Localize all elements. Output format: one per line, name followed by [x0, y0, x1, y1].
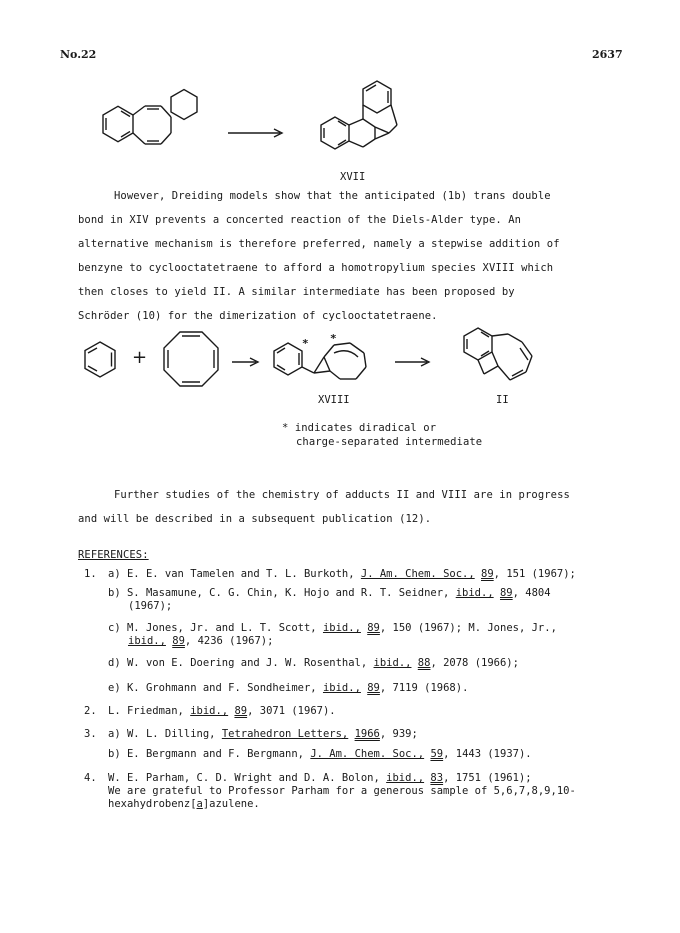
reference-1c: c) M. Jones, Jr. and L. T. Scott, ibid., 89, 150 (1967); M. Jones, Jr.,: [108, 622, 557, 634]
reference-4-note: We are grateful to Professor Parham for a generous sample of 5,6,7,8,9,10-: [108, 785, 576, 797]
paragraph-line: benzyne to cyclooctatetraene to afford a homotropylium species XVIII which: [78, 262, 554, 274]
paragraph-line: Schröder (10) for the dimerization of cyclooctatetraene.: [78, 310, 438, 322]
ref-number: 1.: [84, 568, 97, 580]
benzyne-structure: [78, 337, 128, 387]
ref-number: 4.: [84, 772, 97, 784]
journal-issue: No.22: [60, 48, 97, 61]
product-ii-structure: [448, 322, 558, 398]
scheme1-reactant-structure: [95, 90, 215, 170]
reference-1b: b) S. Masamune, C. G. Chin, K. Hojo and R. T. Seidner, ibid., 89, 4804: [108, 587, 551, 599]
scheme1-arrow: [228, 127, 288, 139]
compound-label-xviii: XVIII: [318, 394, 350, 406]
paragraph-line: Further studies of the chemistry of adducts II and VIII are in progress: [114, 489, 570, 501]
reference-1d: d) W. von E. Doering and J. W. Rosenthal, ibid., 88, 2078 (1966);: [108, 657, 519, 669]
reference-1a: a) E. E. van Tamelen and T. L. Burkoth, J. Am. Chem. Soc., 89, 151 (1967);: [108, 568, 576, 580]
paragraph-line: alternative mechanism is therefore preferred, namely a stepwise addition of: [78, 238, 560, 250]
reference-4: W. E. Parham, C. D. Wright and D. A. Bolon, ibid., 83, 1751 (1961);: [108, 772, 532, 784]
reference-3a: a) W. L. Dilling, Tetrahedron Letters, 1966, 939;: [108, 728, 418, 740]
paragraph-line: then closes to yield II. A similar intermediate has been proposed by: [78, 286, 515, 298]
paragraph-line: and will be described in a subsequent publication (12).: [78, 513, 432, 525]
star-marker: *: [302, 337, 309, 350]
ref-number: 2.: [84, 705, 97, 717]
intermediate-xviii-structure: [268, 335, 386, 395]
scheme2-arrow-1: [232, 356, 262, 368]
page-number: 2637: [592, 48, 623, 61]
cyclooctatetraene-structure: [158, 328, 224, 394]
reference-1e: e) K. Grohmann and F. Sondheimer, ibid., 89, 7119 (1968).: [108, 682, 469, 694]
reference-1b-cont: (1967);: [128, 600, 173, 612]
plus-sign: +: [132, 347, 148, 368]
reference-1c-cont: ibid., 89, 4236 (1967);: [128, 635, 274, 647]
reference-2: L. Friedman, ibid., 89, 3071 (1967).: [108, 705, 336, 717]
compound-label-ii: II: [496, 394, 509, 406]
paragraph-line: bond in XIV prevents a concerted reaction of the Diels-Alder type. An: [78, 214, 522, 226]
footnote-line: * indicates diradical or: [282, 422, 437, 434]
references-heading: REFERENCES:: [78, 549, 149, 561]
star-marker: *: [330, 332, 337, 345]
paragraph-line: However, Dreiding models show that the anticipated (1b) trans double: [114, 190, 551, 202]
scheme2-arrow-2: [395, 356, 435, 368]
compound-label-xvii: XVII: [340, 171, 366, 183]
ref-number: 3.: [84, 728, 97, 740]
scheme1-product-structure: [305, 75, 425, 170]
footnote-line: charge-separated intermediate: [296, 436, 483, 448]
reference-4-note-cont: hexahydrobenz[a]azulene.: [108, 798, 260, 810]
reference-3b: b) E. Bergmann and F. Bergmann, J. Am. Chem. Soc., 59, 1443 (1937).: [108, 748, 532, 760]
